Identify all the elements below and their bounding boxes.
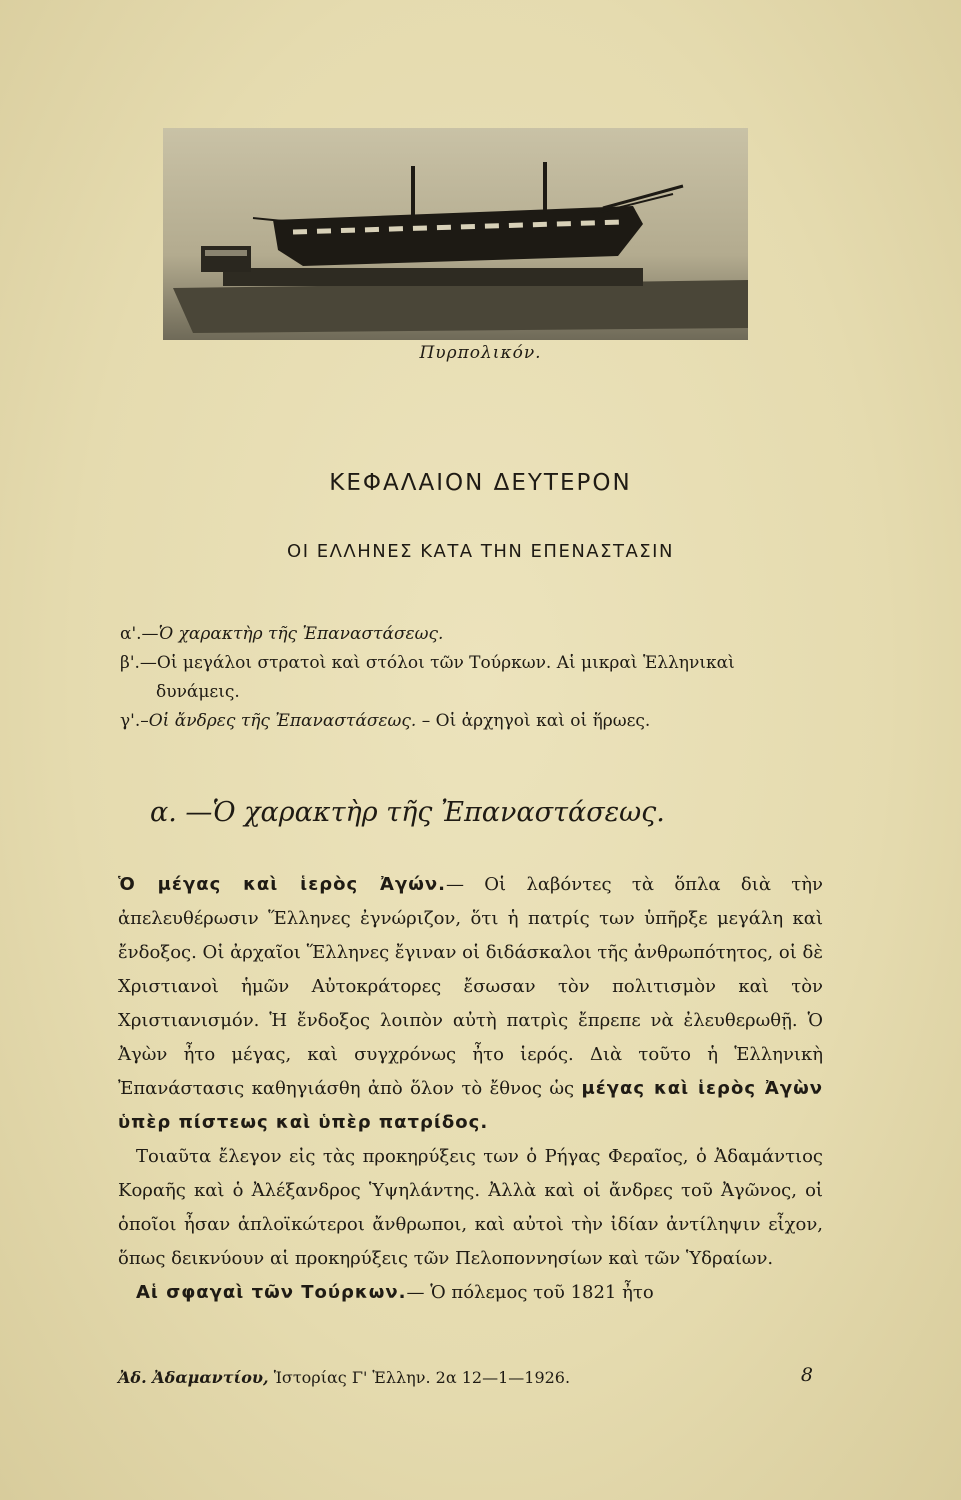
toc-item-c [120,707,840,736]
toc-label: β'.— [120,653,157,673]
paragraph-text: — Ὁ πόλεμος τοῦ 1821 ἦτο [406,1282,654,1303]
toc-text-italic: Οἱ ἄνδρες τῆς Ἐπαναστάσεως. [148,711,417,731]
chapter-title: ΚΕΦΑΛΑΙΟΝ ΔΕΥΤΕΡΟΝ [329,470,632,496]
chapter-contents [120,620,840,736]
toc-text: Ὁ χαρακτὴρ τῆς Ἐπαναστάσεως. [158,624,444,644]
page-footer [118,1364,823,1387]
figure-caption: Πυρπολικόν. [419,343,542,363]
toc-text: – Οἱ ἀρχηγοὶ καὶ οἱ ἥρωες. [421,711,651,731]
footer-text: Ἱστορίας Γ' Ἑλλην. 2α 12—1—1926. [273,1368,571,1387]
chapter-subtitle: ΟΙ ΕΛΛΗΝΕΣ ΚΑΤΑ ΤΗΝ ΕΠΕΝΑΣΤΑΣΙΝ [287,541,674,562]
body-text [118,868,823,1310]
paragraph [118,1140,823,1276]
emphasis-text: μέγας καὶ ἱερὸς Ἀγὼν ὑπὲρ πίστεως καὶ ὑπὲρ πατρίδος. [118,1078,823,1133]
toc-label: α'.— [120,624,159,644]
toc-label: γ'.– [120,711,149,731]
toc-text: Οἱ μεγάλοι στρατοὶ καὶ στόλοι τῶν Τούρκων. Αἱ μικραὶ Ἑλληνικαὶ [156,653,735,673]
toc-item-a [120,620,840,649]
paragraph-text: Τοιαῦτα ἔλεγον εἰς τὰς προκηρύξεις των ὁ Ρήγας Φεραῖος, ὁ Ἀδαμάντιος Κοραῆς καὶ ὁ Ἀλέξανδρος Ὑψηλάντης. Ἀλλὰ καὶ οἱ ἄνδρες τοῦ Ἀγῶνος, οἱ ὁποῖοι ἦσαν ἁπλοϊκώτεροι ἄνθρωποι, καὶ αὐτοὶ τὴν ἰδίαν ἀντίληψιν εἶχον, ὅπως δεικνύουν αἱ προκηρύξεις τῶν Πελοποννησίων καὶ τῶν Ὑδραίων. [118,1146,823,1269]
section-heading: α. —Ὁ χαρακτὴρ τῆς Ἐπαναστάσεως. [150,797,665,828]
toc-item-b-continued: δυνάμεις. [156,682,240,702]
paragraph [118,1276,823,1310]
fireship-model-image [163,128,748,340]
paragraph-heading: Αἱ σφαγαὶ τῶν Τούρκων. [136,1282,407,1303]
paragraph-heading: Ὁ μέγας καὶ ἱερὸς Ἀγών. [118,874,446,895]
paragraph [118,868,823,1140]
ship-photograph [163,128,748,340]
page-number: 8 [800,1364,813,1386]
paragraph-text: — Οἱ λαβόντες τὰ ὅπλα διὰ τὴν ἀπελευθέρωσιν Ἕλληνες ἐγνώριζον, ὅτι ἡ πατρίς των ὑπῆρξε μεγάλη καὶ ἔνδοξος. Οἱ ἀρχαῖοι Ἕλληνες ἔγιναν οἱ διδάσκαλοι τῆς ἀνθρωπότητος, οἱ δὲ Χριστιανοὶ ἡμῶν Αὐτοκράτορες ἔσωσαν τὸν πολιτισμὸν καὶ τὸν Χριστιανισμόν. Ἡ ἔνδοξος λοιπὸν αὐτὴ πατρὶς ἔπρεπε νὰ ἐλευθερωθῇ. Ὁ Ἀγὼν ἦτο μέγας, καὶ συγχρόνως ἦτο ἱερός. Διὰ τοῦτο ἡ Ἑλληνικὴ Ἐπανάστασις καθηγιάσθη ἀπὸ ὅλον τὸ ἔθνος ὡς [118,874,823,1099]
toc-item-b [120,649,840,678]
footer-author: Ἀδ. Ἀδαμαντίου, [118,1368,269,1387]
